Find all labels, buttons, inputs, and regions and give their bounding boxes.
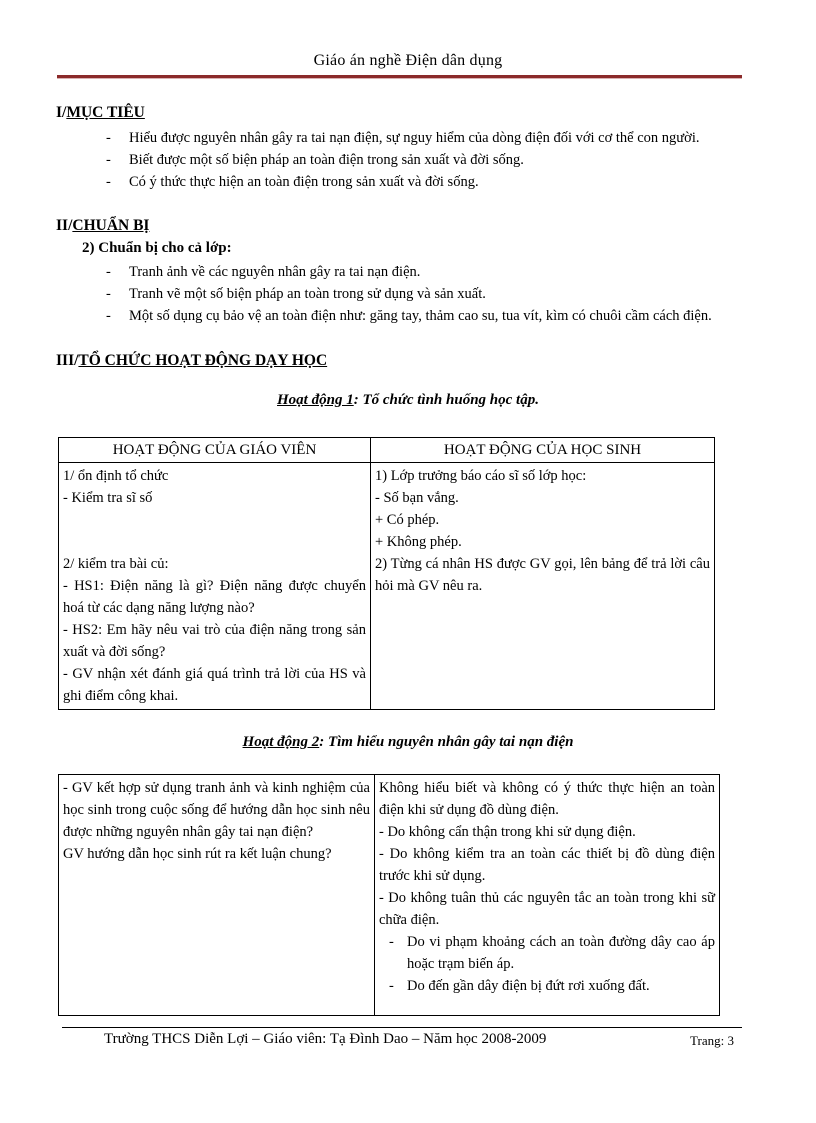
cell-line: 1) Lớp trưởng báo cáo sĩ số lớp học: — [375, 468, 587, 484]
section-2-heading — [56, 217, 149, 235]
cell-line: - Số bạn vắng. — [375, 490, 459, 506]
header-divider — [57, 75, 742, 79]
list-item: - Tranh vẽ một số biện pháp an toàn trong sử dụng và sản xuất. — [106, 283, 746, 305]
activity-2-rest: : Tìm hiểu nguyên nhân gây tai nạn điện — [319, 734, 574, 750]
student-activity-cell — [371, 463, 715, 710]
footer-divider — [62, 1027, 742, 1028]
list-item: - Một số dụng cụ bảo vệ an toàn điện như: găng tay, thảm cao su, tua vít, kìm có chuôi cầm cách điện. — [106, 305, 746, 327]
section-2-number: II/ — [56, 217, 73, 234]
cell-line: Không hiểu biết và không có ý thức thực hiện an toàn điện khi sử dụng đồ dùng điện. — [379, 780, 715, 818]
list-item: - Tranh ảnh về các nguyên nhân gây ra tai nạn điện. — [106, 261, 746, 283]
cell-line: GV hướng dẫn học sinh rút ra kết luận chung? — [63, 846, 332, 862]
cell-line: - Do không tuân thủ các nguyên tắc an toàn trong khi sữ chữa điện. — [379, 890, 715, 928]
table-header-row — [59, 438, 715, 463]
page-number: Trang: 3 — [690, 1033, 734, 1048]
teacher-activity-cell — [59, 463, 371, 710]
activity-1-table — [58, 437, 715, 710]
activity-1-label: Hoạt động 1 — [277, 392, 354, 408]
list-item: - Do vi phạm khoảng cách an toàn đường dây cao áp hoặc trạm biến áp. — [379, 931, 715, 975]
table-row — [59, 775, 720, 1016]
section-1-heading — [56, 104, 145, 122]
cell-line: 2/ kiểm tra bài củ: — [63, 556, 169, 572]
activity-2-label: Hoạt động 2 — [242, 734, 320, 750]
cell-line: - Do không kiểm tra an toàn các thiết bị đồ dùng điện trước khi sử dụng. — [379, 846, 715, 884]
cell-line: - GV kết hợp sử dụng tranh ảnh và kinh nghiệm của học sinh trong cuộc sống để hướng dẫn học sinh nêu được những nguyên nhân gây tai nạn điện? — [63, 780, 370, 840]
student-bullet-list — [379, 931, 715, 997]
section-2-title: CHUẨN BỊ — [72, 217, 150, 234]
activity-2-title — [0, 734, 816, 751]
footer-text: Trường THCS Diễn Lợi – Giáo viên: Tạ Đình Dao – Năm học 2008-2009 — [104, 1031, 547, 1047]
activity-1-title — [0, 392, 816, 409]
cell-line — [63, 531, 366, 553]
teacher-activity-cell — [59, 775, 375, 1016]
page-header-title: Giáo án nghề Điện dân dụng — [313, 52, 503, 69]
cell-line: - HS1: Điện năng là gì? Điện năng được chuyển hoá từ các dạng năng lượng nào? — [63, 578, 366, 616]
cell-line: - Kiểm tra sĩ số — [63, 490, 153, 506]
section-2-list — [106, 261, 746, 327]
cell-line: - GV nhận xét đánh giá quá trình trả lời của HS và ghi điểm công khai. — [63, 666, 366, 704]
column-header-teacher: HOẠT ĐỘNG CỦA GIÁO VIÊN — [59, 438, 371, 463]
activity-1-rest: : Tổ chức tình huống học tập. — [353, 392, 539, 408]
cell-line: - HS2: Em hãy nêu vai trò của điện năng trong sản xuất và đời sống? — [63, 622, 366, 660]
section-3-number: III/ — [56, 352, 79, 369]
section-2-subheading: 2) Chuẩn bị cho cả lớp: — [82, 240, 232, 256]
section-1-list — [106, 127, 746, 193]
cell-line: + Có phép. — [375, 512, 440, 528]
list-item: - Có ý thức thực hiện an toàn điện trong sản xuất và đời sống. — [106, 171, 746, 193]
list-item: - Do đến gần dây điện bị đứt rơi xuống đất. — [379, 975, 715, 997]
section-3-title: TỔ CHỨC HOẠT ĐỘNG DẠY HỌC — [78, 352, 328, 369]
column-header-student: HOẠT ĐỘNG CỦA HỌC SINH — [371, 438, 715, 463]
cell-line: - Do không cẩn thận trong khi sử dụng điện. — [379, 824, 636, 840]
list-item: - Hiểu được nguyên nhân gây ra tai nạn điện, sự nguy hiểm của dòng điện đối với cơ thể con người. — [106, 127, 746, 149]
table-row — [59, 463, 715, 710]
list-item: - Biết được một số biện pháp an toàn điện trong sản xuất và đời sống. — [106, 149, 746, 171]
cell-line: 1/ ổn định tổ chức — [63, 468, 169, 484]
cell-line: + Không phép. — [375, 534, 462, 550]
student-activity-cell — [375, 775, 720, 1016]
cell-line — [63, 509, 366, 531]
section-1-title: MỤC TIÊU — [66, 104, 145, 121]
cell-line: 2) Từng cá nhân HS được GV gọi, lên bảng để trả lời câu hỏi mà GV nêu ra. — [375, 556, 710, 594]
section-1-number: I/ — [56, 104, 67, 121]
activity-2-table — [58, 774, 720, 1016]
section-3-heading — [56, 352, 327, 370]
